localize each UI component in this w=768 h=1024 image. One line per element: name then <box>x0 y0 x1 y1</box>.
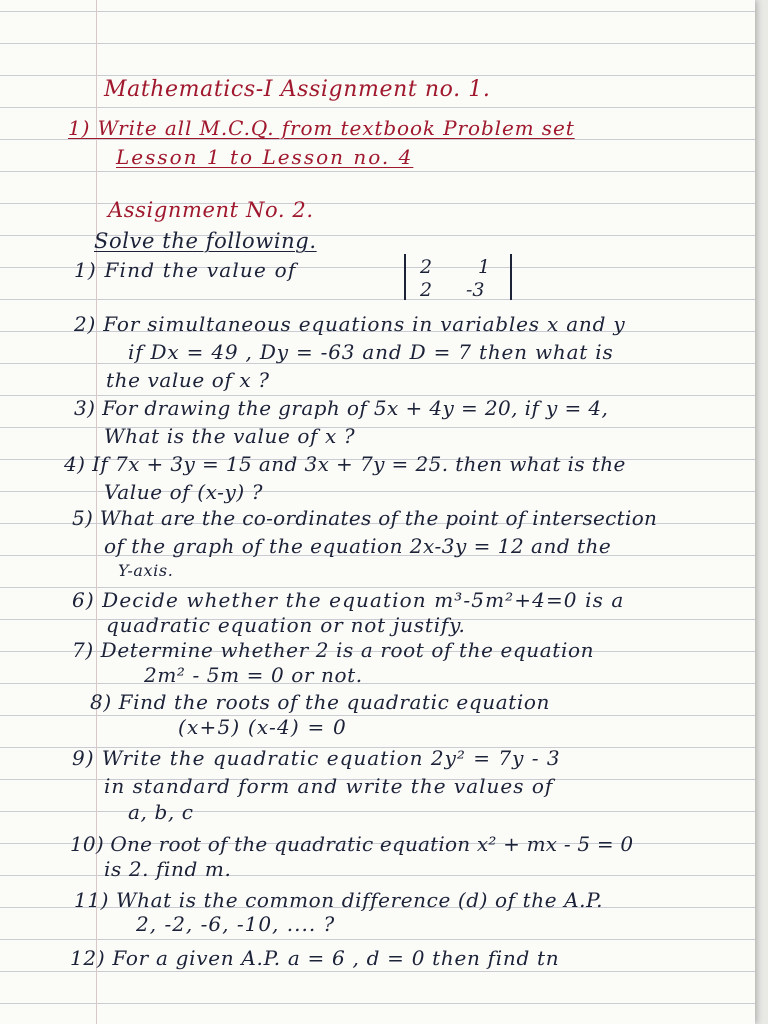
question-3-line-2: What is the value of x ? <box>104 424 356 448</box>
assignment-2-title: Assignment No. 2. <box>108 198 314 222</box>
question-9-line-1: 9) Write the quadratic equation 2y² = 7y - 3 <box>72 746 561 770</box>
question-11-line-2: 2, -2, -6, -10, .... ? <box>136 912 336 936</box>
question-9-line-3: a, b, c <box>128 800 194 824</box>
question-5-line-3: Y-axis. <box>118 561 174 580</box>
question-4-line-2: Value of (x-y) ? <box>104 480 264 504</box>
det-d: -3 <box>466 279 485 301</box>
question-4-line-1: 4) If 7x + 3y = 15 and 3x + 7y = 25. then what is the <box>64 452 626 476</box>
det-c: 2 <box>420 279 433 301</box>
question-6-line-2: quadratic equation or not justify. <box>106 613 466 637</box>
instruction: Solve the following. <box>94 229 317 253</box>
question-3-line-1: 3) For drawing the graph of 5x + 4y = 20, if y = 4, <box>74 396 609 420</box>
question-5-line-1: 5) What are the co-ordinates of the point of intersection <box>72 506 658 530</box>
det-a: 2 <box>420 256 433 278</box>
question-10-line-2: is 2. find m. <box>104 857 232 881</box>
assignment-1-line-1: 1) Write all M.C.Q. from textbook Problem set <box>68 116 575 140</box>
question-10-line-1: 10) One root of the quadratic equation x² + mx - 5 = 0 <box>70 832 634 856</box>
question-2-line-3: the value of x ? <box>106 368 270 392</box>
question-2-line-2: if Dx = 49 , Dy = -63 and D = 7 then what is <box>128 340 614 364</box>
question-11-line-1: 11) What is the common difference (d) of the A.P. <box>74 888 604 912</box>
question-5-line-2: of the graph of the equation 2x-3y = 12 and the <box>104 534 612 558</box>
question-7-line-1: 7) Determine whether 2 is a root of the equation <box>72 638 595 662</box>
determinant <box>404 254 512 300</box>
question-12-line-1: 12) For a given A.P. a = 6 , d = 0 then find tn <box>70 946 560 970</box>
question-8-line-2: (x+5) (x-4) = 0 <box>178 715 347 739</box>
question-7-line-2: 2m² - 5m = 0 or not. <box>144 663 363 687</box>
assignment-1-line-2: Lesson 1 to Lesson no. 4 <box>116 145 414 169</box>
question-1: 1) Find the value of <box>74 258 297 282</box>
question-9-line-2: in standard form and write the values of <box>104 774 554 798</box>
assignment-1-title: Mathematics-I Assignment no. 1. <box>104 77 491 102</box>
det-b: 1 <box>478 256 491 278</box>
question-2-line-1: 2) For simultaneous equations in variables x and y <box>74 312 626 336</box>
question-6-line-1: 6) Decide whether the equation m³-5m²+4=0 is a <box>72 588 625 612</box>
question-8-line-1: 8) Find the roots of the quadratic equation <box>90 690 551 714</box>
